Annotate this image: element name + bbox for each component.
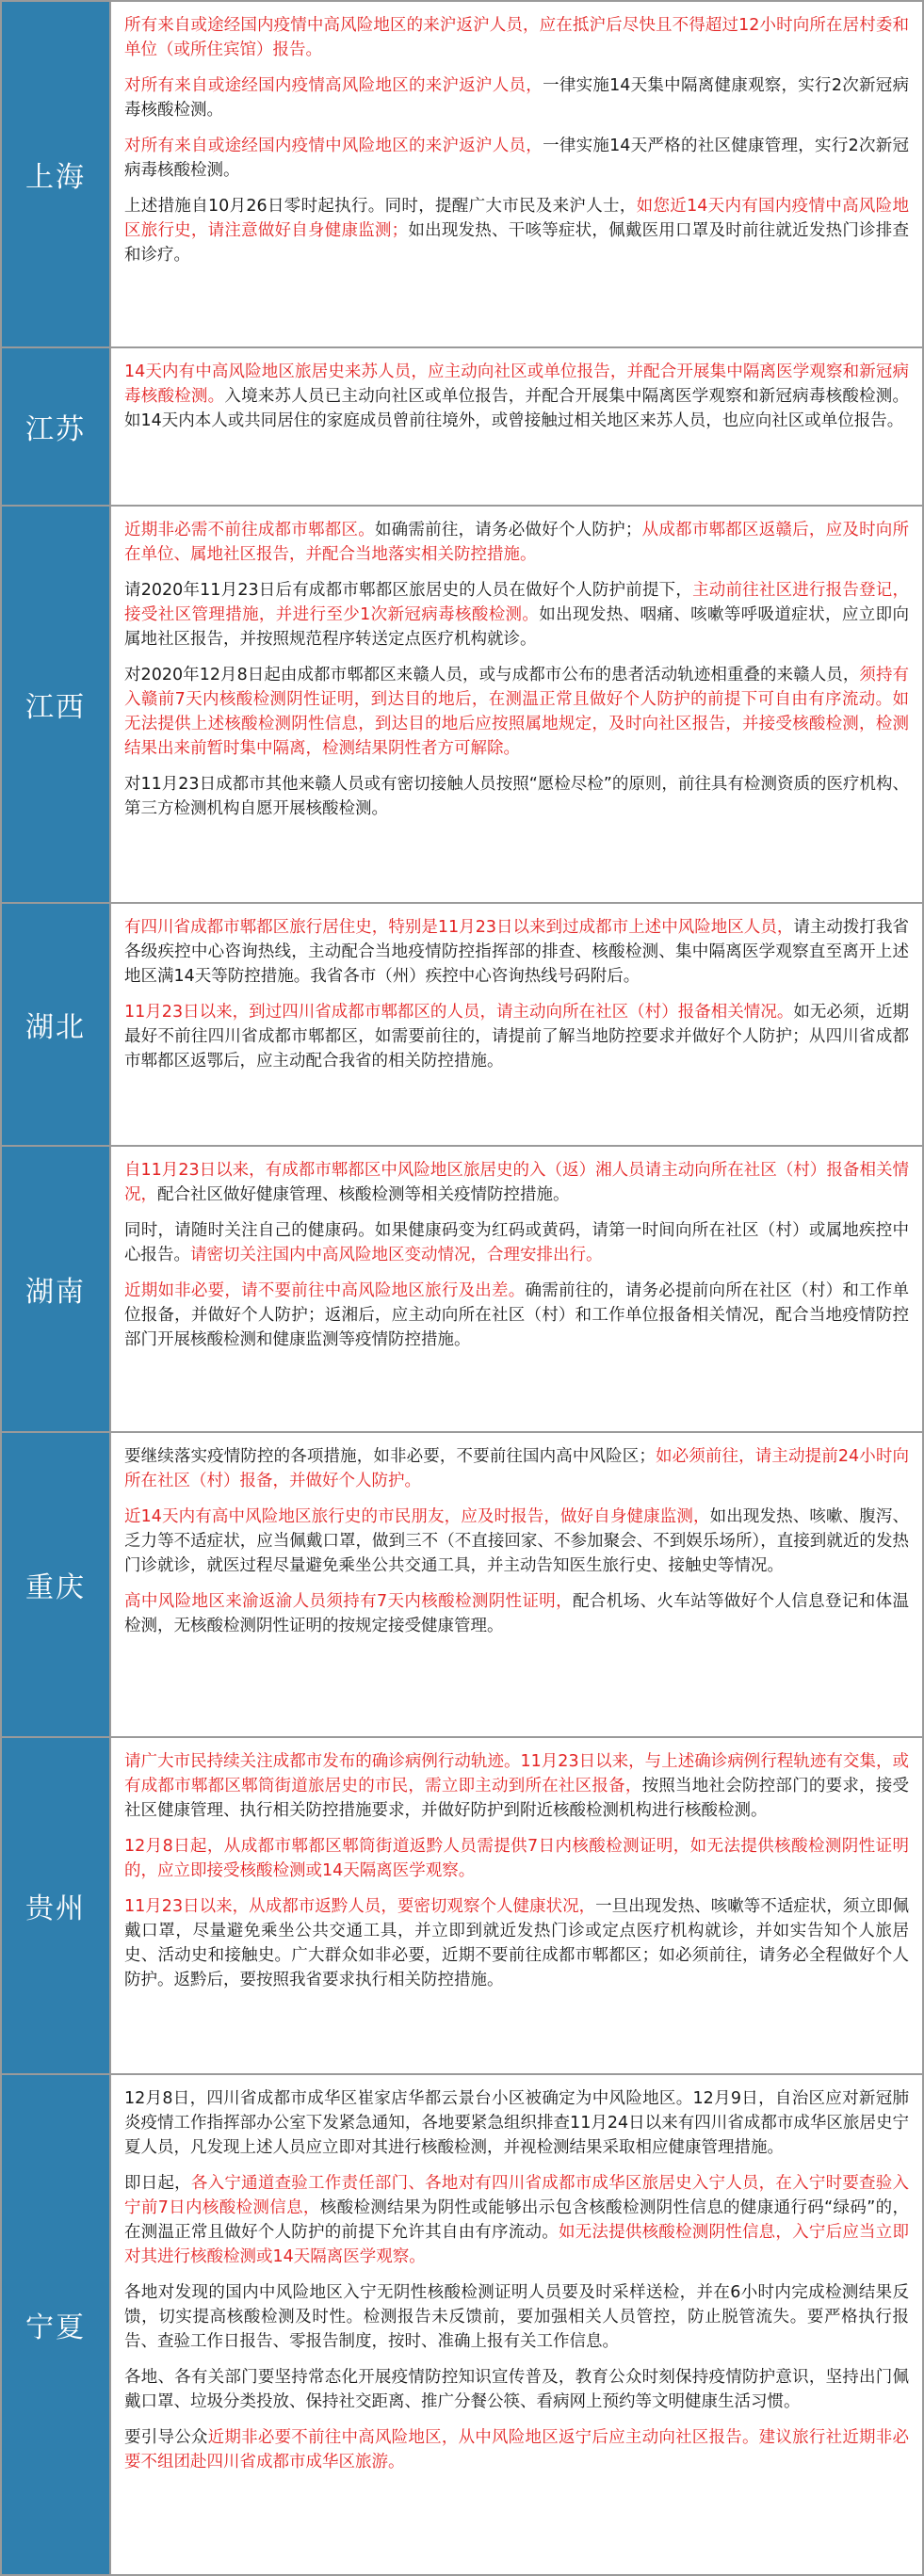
row-ningxia bbox=[2, 2075, 922, 2574]
paragraph bbox=[124, 1505, 909, 1578]
paragraph bbox=[124, 2280, 909, 2354]
body-text: 如确需前往，请务必做好个人防护； bbox=[374, 521, 642, 539]
body-text: 一律实施14天严格的社区健康管理，实行2次新冠病毒核酸检测。 bbox=[124, 137, 910, 180]
paragraph bbox=[124, 2086, 909, 2160]
policy-text bbox=[111, 2, 922, 346]
body-text: 12月8日，四川省成都市成华区崔家店华都云景台小区被确定为中风险地区。12月9日，自治区应对新冠肺炎疫情工作指挥部办公室下发紧急通知，各地要紧急组织排查11月24日以来有四川省成都市成华区旅居史宁夏人员，凡发现上述人员应立即对其进行核酸检测，并视检测结果采取相应健康管理措施。 bbox=[124, 2089, 909, 2157]
policy-text bbox=[111, 1738, 922, 2073]
highlighted-text: 对所有来自或途经国内疫情高风险地区的来沪返沪人员， bbox=[124, 76, 543, 95]
province-cell: 重庆 bbox=[2, 1433, 111, 1736]
highlighted-text: 近期非必要不前往中高风险地区，从中风险地区返宁后应主动向社区报告。建议旅行社近期非必要不组团赴四川省成都市成华区旅游。 bbox=[124, 2428, 910, 2471]
paragraph bbox=[124, 518, 909, 567]
body-text: 请主动拨打我省各级疾控中心咨询热线，主动配合当地疫情防控指挥部的排查、核酸检测、集中隔离医学观察直至离开上述地区满14天等防控措施。我省各市（州）疾控中心咨询热线号码附后。 bbox=[124, 918, 909, 986]
highlighted-text: 请广大市民持续关注成都市发布的确诊病例行动轨迹。11月23日以来，与上述确诊病例行程轨迹有交集，或有成都市郫都区郫筒街道旅居史的市民，需立即主动到所在社区报备， bbox=[124, 1752, 909, 1795]
body-text: 配合机场、火车站等做好个人信息登记和体温检测，无核酸检测阴性证明的按规定接受健康管理。 bbox=[124, 1592, 909, 1635]
paragraph bbox=[124, 1279, 909, 1352]
policy-text bbox=[111, 1147, 922, 1431]
body-text: 配合社区做好健康管理、核酸检测等相关疫情防控措施。 bbox=[157, 1185, 570, 1204]
province-cell: 江苏 bbox=[2, 348, 111, 505]
paragraph bbox=[124, 13, 909, 62]
highlighted-text: 11月23日以来，从成都市返黔人员，要密切观察个人健康状况， bbox=[124, 1897, 596, 1916]
paragraph bbox=[124, 134, 909, 183]
body-text: 一律实施14天集中隔离健康观察，实行2次新冠病毒核酸检测。 bbox=[124, 76, 910, 120]
paragraph bbox=[124, 1444, 909, 1493]
body-text: 对11月23日成都市其他来赣人员或有密切接触人员按照“愿检尽检”的原则，前往具有检测资质的医疗机构、第三方检测机构自愿开展核酸检测。 bbox=[124, 775, 909, 818]
body-text: 要引导公众 bbox=[124, 2428, 208, 2447]
province-cell: 宁夏 bbox=[2, 2075, 111, 2574]
highlighted-text: 近期非必需不前往成都市郫都区。 bbox=[124, 521, 375, 539]
province-cell: 贵州 bbox=[2, 1738, 111, 2073]
body-text: 对2020年12月8日起由成都市郫都区来赣人员，或与成都市公布的患者活动轨迹相重叠的来赣人员， bbox=[124, 666, 860, 684]
province-cell: 江西 bbox=[2, 507, 111, 902]
province-cell: 湖北 bbox=[2, 904, 111, 1145]
row-shanghai bbox=[2, 2, 922, 348]
highlighted-text: 所有来自或途经国内疫情中高风险地区的来沪返沪人员，应在抵沪后尽快且不得超过12小时向所在居村委和单位（或所住宾馆）报告。 bbox=[124, 16, 909, 59]
body-text: 一旦出现发热、咳嗽等不适症状，须立即佩戴口罩，尽量避免乘坐公共交通工具，并立即到就近发热门诊或定点医疗机构就诊，并如实告知个人旅居史、活动史和接触史。广大群众如非必要，近期不要前往成都市郫都区；如必须前往，请务必全程做好个人防护。返黔后，要按照我省要求执行相关防控措施。 bbox=[124, 1897, 909, 1989]
paragraph bbox=[124, 194, 909, 267]
policy-text bbox=[111, 348, 922, 505]
row-jiangxi bbox=[2, 507, 922, 904]
paragraph bbox=[124, 1000, 909, 1073]
body-text: 如无必须，近期最好不前往四川省成都市郫都区，如需要前往的，请提前了解当地防控要求并做好个人防护；从四川省成都市郫都区返鄂后，应主动配合我省的相关防控措施。 bbox=[124, 1003, 909, 1071]
body-text: 确需前往的，请务必提前向所在社区（村）和工作单位报备，并做好个人防护；返湘后，应主动向所在社区（村）和工作单位报备相关情况，配合当地疫情防控部门开展核酸检测和健康监测等疫情防控措施。 bbox=[124, 1281, 910, 1349]
paragraph bbox=[124, 1834, 909, 1883]
highlighted-text: 对所有来自或途经国内疫情中风险地区的来沪返沪人员， bbox=[124, 137, 543, 155]
policy-text bbox=[111, 904, 922, 1145]
highlighted-text: 从成都市郫都区返赣后，应及时向所在单位、属地社区报告，并配合当地落实相关防控措施。 bbox=[124, 521, 910, 564]
row-hubei bbox=[2, 904, 922, 1147]
paragraph bbox=[124, 1218, 909, 1267]
body-text: 各地、各有关部门要坚持常态化开展疫情防控知识宣传普及，教育公众时刻保持疫情防护意识，坚持出门佩戴口罩、垃圾分类投放、保持社交距离、推广分餐公筷、看病网上预约等文明健康生活习惯。 bbox=[124, 2368, 909, 2411]
body-text: 请2020年11月23日后有成都市郫都区旅居史的人员在做好个人防护前提下， bbox=[124, 581, 693, 600]
body-text: 如出现发热、咽痛、咳嗽等呼吸道症状，应立即向属地社区报告，并按照规范程序转送定点医疗机构就诊。 bbox=[124, 605, 909, 649]
highlighted-text: 如无法提供核酸检测阴性信息，入宁后应当立即对其进行核酸检测或14天隔离医学观察。 bbox=[124, 2223, 910, 2266]
body-text: 按照当地社会防控部门的要求，接受社区健康管理、执行相关防控措施要求，并做好防护到附近核酸检测机构进行核酸检测。 bbox=[124, 1777, 910, 1820]
paragraph bbox=[124, 360, 909, 433]
province-cell: 湖南 bbox=[2, 1147, 111, 1431]
body-text: 要继续落实疫情防控的各项措施，如非必要，不要前往国内高中风险区； bbox=[124, 1447, 656, 1466]
policy-text bbox=[111, 2075, 922, 2574]
highlighted-text: 12月8日起，从成都市郫都区郫筒街道返黔人员需提供7日内核酸检测证明，如无法提供核酸检测阴性证明的，应立即接受核酸检测或14天隔离医学观察。 bbox=[124, 1837, 909, 1880]
paragraph bbox=[124, 2425, 909, 2474]
body-text: 上述措施自10月26日零时起执行。同时，提醒广大市民及来沪人士， bbox=[124, 197, 637, 216]
row-hunan bbox=[2, 1147, 922, 1433]
province-cell: 上海 bbox=[2, 2, 111, 346]
paragraph bbox=[124, 663, 909, 761]
paragraph bbox=[124, 1589, 909, 1638]
paragraph bbox=[124, 1894, 909, 1992]
policy-text bbox=[111, 507, 922, 902]
body-text: 如出现发热、干咳等症状，佩戴医用口罩及时前往就近发热门诊排查和诊疗。 bbox=[124, 221, 910, 265]
highlighted-text: 各入宁通道查验工作责任部门、各地对有四川省成都市成华区旅居史入宁人员，在入宁时要查验入宁前7日内核酸检测信息， bbox=[124, 2174, 910, 2217]
paragraph bbox=[124, 915, 909, 989]
paragraph bbox=[124, 1158, 909, 1207]
highlighted-text: 须持有入赣前7天内核酸检测阴性证明，到达目的地后，在测温正常且做好个人防护的前提下可自由有序流动。如无法提供上述核酸检测阴性信息，到达目的地后应按照属地规定，及时向社区报告，并接受核酸检测，检测结果出来前暂时集中隔离，检测结果阴性者方可解除。 bbox=[124, 666, 910, 758]
paragraph bbox=[124, 1749, 909, 1823]
body-text: 核酸检测结果为阴性或能够出示包含核酸检测阴性信息的健康通行码“绿码”的，在测温正常且做好个人防护的前提下允许其自由有序流动。 bbox=[124, 2198, 909, 2242]
highlighted-text: 近14天内有高中风险地区旅行史的市民朋友，应及时报告，做好自身健康监测， bbox=[124, 1507, 710, 1526]
body-text: 同时，请随时关注自己的健康码。如果健康码变为红码或黄码，请第一时间向所在社区（村）或属地疾控中心报告。 bbox=[124, 1221, 909, 1264]
highlighted-text: 主动前往社区进行报告登记，接受社区管理措施，并进行至少1次新冠病毒核酸检测。 bbox=[124, 581, 909, 624]
body-text: 如出现发热、咳嗽、腹泻、乏力等不适症状，应当佩戴口罩，做到三不（不直接回家、不参加聚会、不到娱乐场所），直接到就近的发热门诊就诊，就医过程尽量避免乘坐公共交通工具，并主动告知医生旅行史、接触史等情况。 bbox=[124, 1507, 910, 1575]
highlighted-text: 近期如非必要，请不要前往中高风险地区旅行及出差。 bbox=[124, 1281, 526, 1300]
paragraph bbox=[124, 2365, 909, 2414]
paragraph bbox=[124, 2171, 909, 2269]
highlighted-text: 14天内有中高风险地区旅居史来苏人员，应主动向社区或单位报告，并配合开展集中隔离医学观察和新冠病毒核酸检测。 bbox=[124, 362, 909, 406]
highlighted-text: 如必须前往，请主动提前24小时向所在社区（村）报备，并做好个人防护。 bbox=[124, 1447, 909, 1490]
highlighted-text: 自11月23日以来，有成都市郫都区中风险地区旅居史的入（返）湘人员请主动向所在社区（村）报备相关情况， bbox=[124, 1161, 909, 1204]
body-text: 入境来苏人员已主动向社区或单位报告，并配合开展集中隔离医学观察和新冠病毒核酸检测。如14天内本人或共同居住的家庭成员曾前往境外，或曾接触过相关地区来苏人员，也应向社区或单位报告。 bbox=[124, 387, 910, 430]
paragraph bbox=[124, 73, 909, 122]
body-text: 即日起， bbox=[124, 2174, 191, 2193]
row-guizhou bbox=[2, 1738, 922, 2075]
highlighted-text: 请密切关注国内中高风险地区变动情况，合理安排出行。 bbox=[190, 1246, 603, 1264]
row-chongqing bbox=[2, 1433, 922, 1738]
body-text: 各地对发现的国内中风险地区入宁无阴性核酸检测证明人员要及时采样送检，并在6小时内完成检测结果反馈，切实提高核酸检测及时性。检测报告未反馈前，要加强相关人员管控，防止脱管流失。要严格执行报告、查验工作日报告、零报告制度，按时、准确上报有关工作信息。 bbox=[124, 2283, 909, 2351]
highlighted-text: 高中风险地区来渝返渝人员须持有7天内核酸检测阴性证明， bbox=[124, 1592, 574, 1611]
row-jiangsu bbox=[2, 348, 922, 507]
highlighted-text: 如您近14天内有国内疫情中高风险地区旅行史，请注意做好自身健康监测； bbox=[124, 197, 909, 240]
policy-text bbox=[111, 1433, 922, 1736]
highlighted-text: 11月23日以来，到过四川省成都市郫都区的人员，请主动向所在社区（村）报备相关情况。 bbox=[124, 1003, 794, 1022]
paragraph bbox=[124, 578, 909, 652]
highlighted-text: 有四川省成都市郫都区旅行居住史，特别是11月23日以来到过成都市上述中风险地区人员， bbox=[124, 918, 794, 937]
paragraph bbox=[124, 772, 909, 821]
